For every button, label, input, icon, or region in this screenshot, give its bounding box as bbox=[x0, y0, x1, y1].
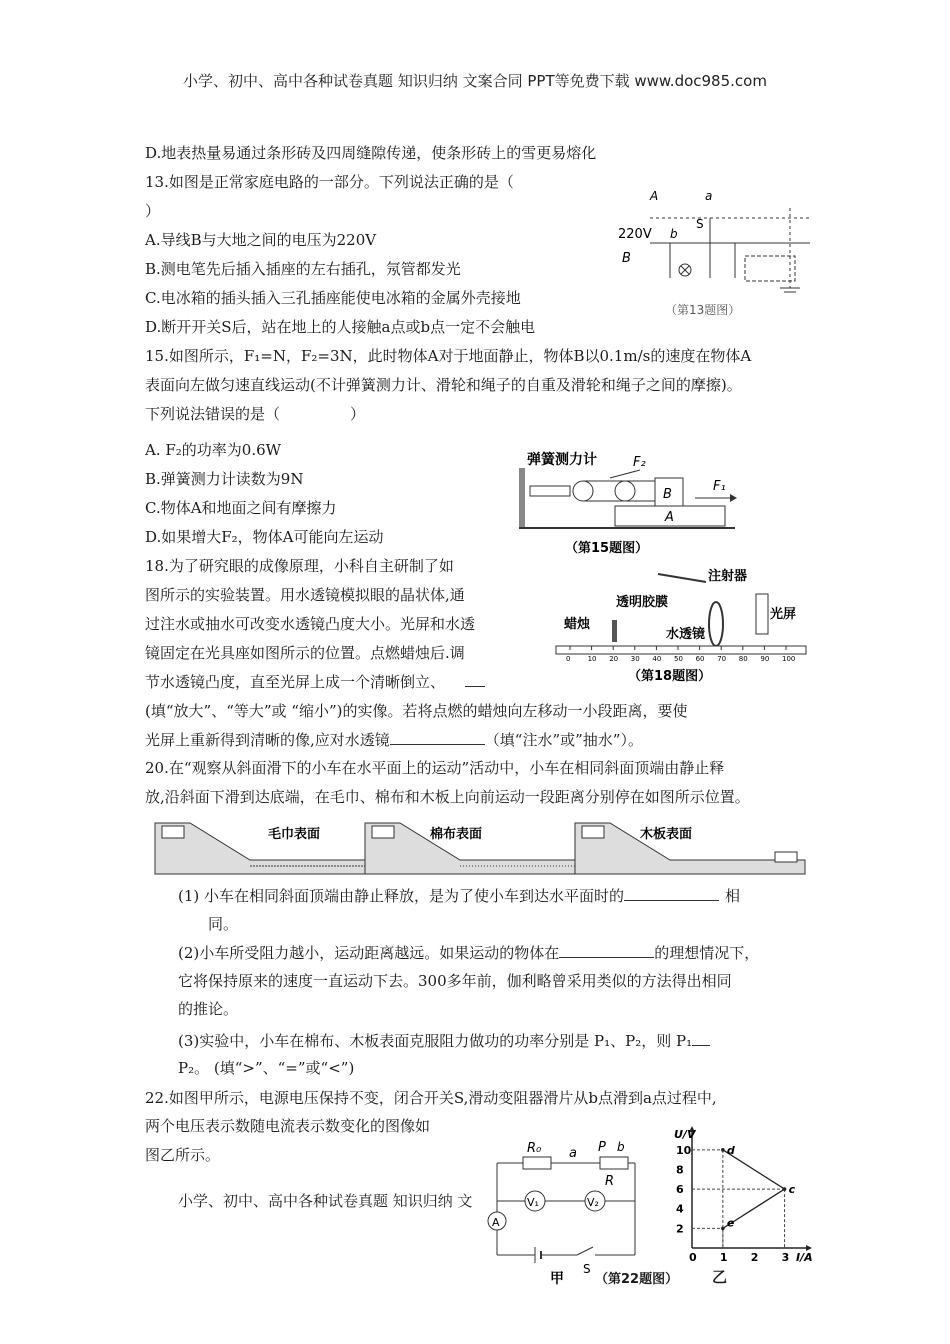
q20-blank-1[interactable] bbox=[624, 886, 719, 901]
q15-meter-label: 弹簧测力计 bbox=[527, 452, 597, 468]
q22-p-label: P bbox=[598, 1140, 606, 1155]
q18-line-2: 图所示的实验装置。用水透镜模拟眼的晶状体,通 bbox=[145, 586, 465, 604]
q22-r0-icon bbox=[523, 1157, 551, 1169]
q22-ammeter-label: A bbox=[492, 1216, 500, 1229]
q13-option-d: D.断开开关S后，站在地上的人接触a点或b点一定不会触电 bbox=[145, 318, 536, 336]
q13-label-a: a bbox=[705, 189, 713, 203]
q18-film-label: 透明胶膜 bbox=[616, 595, 669, 610]
q13-circuit-figure bbox=[610, 178, 820, 323]
q13-stem: 13.如图是正常家庭电路的一部分。下列说法正确的是（ bbox=[145, 173, 514, 191]
q20-blank-3[interactable] bbox=[692, 1031, 710, 1046]
q22-yi-label: 乙 bbox=[712, 1268, 728, 1286]
q13-label-A: A bbox=[650, 189, 659, 203]
q20-sub-2-end: 的理想情况下， bbox=[654, 944, 760, 962]
q13-label-b: b bbox=[670, 227, 678, 241]
q18-tick-label: 90 bbox=[760, 655, 770, 663]
q18-screen-label: 光屏 bbox=[770, 607, 797, 622]
q22-v2-label: V₂ bbox=[587, 1196, 599, 1209]
q15-stem-3 bbox=[145, 404, 365, 424]
q15-f2-label: F₂ bbox=[633, 455, 646, 470]
q18-caption: （第18题图） bbox=[628, 669, 712, 684]
y-tick-label: 10 bbox=[676, 1143, 692, 1157]
q20-sub-2-cont: 它将保持原来的速度一直运动下去。300多年前，伽利略曾采用类似的方法得出相同 bbox=[178, 972, 732, 990]
q22-caption: （第22题图） bbox=[595, 1272, 679, 1287]
q18-tick-label: 0 bbox=[566, 655, 571, 663]
q15-block-b-label: B bbox=[663, 487, 672, 502]
q13-caption: （第13题图） bbox=[665, 303, 741, 317]
q22-r0-label: R₀ bbox=[527, 1141, 542, 1156]
point-label-d: d bbox=[726, 1143, 735, 1157]
q13-stem-end: ） bbox=[145, 202, 161, 220]
q22-line-1: 22.如图甲所示，电源电压保持不变，闭合开关S,滑动变阻器滑片从b点滑到a点过程中, bbox=[145, 1089, 717, 1107]
q18-line-1: 18.为了研究眼的成像原理，小科自主研制了如 bbox=[145, 557, 454, 575]
q18-optical-bench bbox=[556, 646, 806, 654]
q18-tick-label: 50 bbox=[674, 655, 683, 663]
y-tick-label: 2 bbox=[676, 1222, 684, 1236]
q18-syringe-label: 注射器 bbox=[708, 569, 748, 584]
q22-b-label: b bbox=[617, 1140, 625, 1154]
q13-option-b: B.测电笔先后插入插座的左右插孔，氖管都发光 bbox=[145, 260, 461, 278]
q22-a-label: a bbox=[569, 1146, 577, 1161]
q20-label-wood: 木板表面 bbox=[640, 827, 693, 842]
q18-line-6: (填“放大”、“等大”或 “缩小”)的实像。若将点燃的蜡烛向左移动一小段距离，要使 bbox=[145, 702, 688, 720]
q13-option-a: A.导线B与大地之间的电压为220V bbox=[145, 231, 377, 249]
y-tick-label: 4 bbox=[676, 1202, 684, 1216]
q18-water-lens-icon bbox=[709, 602, 723, 646]
q15-option-a: A. F₂的功率为0.6W bbox=[145, 441, 282, 459]
q18-tick-label: 20 bbox=[609, 655, 619, 663]
q22-line-3: 图乙所示。 bbox=[145, 1146, 221, 1164]
point-c bbox=[783, 1187, 787, 1191]
page-footer: 小学、初中、高中各种试卷真题 知识归纳 文 bbox=[178, 1192, 473, 1210]
q18-line-4: 镜固定在光具座如图所示的位置。点燃蜡烛后.调 bbox=[145, 644, 465, 662]
q15-stem-1: 15.如图所示，F₁=N，F₂=3N，此时物体A对于地面静止，物体B以0.1m/s的速度在物体A bbox=[145, 347, 752, 365]
q22-line-2: 两个电压表示数随电流表示数变化的图像如 bbox=[145, 1117, 431, 1135]
x-tick-label: 2 bbox=[750, 1251, 759, 1264]
y-axis-label: U/V bbox=[674, 1128, 696, 1141]
q20-label-towel: 毛巾表面 bbox=[268, 827, 321, 842]
q22-jia-label: 甲 bbox=[550, 1271, 564, 1287]
q20-ramp-towel bbox=[155, 823, 400, 874]
q18-line-5-text: 节水透镜凸度，直至光屏上成一个清晰倒立、 bbox=[145, 673, 446, 691]
x-tick-label: 1 bbox=[719, 1251, 728, 1264]
q20-line-2: 放,沿斜面下滑到达底端，在毛巾、棉布和木板上向前运动一段距离分别停在如图所示位置。 bbox=[145, 788, 750, 806]
q20-sub-3 bbox=[178, 1031, 710, 1051]
q13-socket-icon bbox=[745, 256, 795, 281]
q15-option-b: B.弹簧测力计读数为9N bbox=[145, 470, 304, 488]
q18-syringe-icon bbox=[658, 574, 706, 582]
q20-sub-3-cont: P₂。 (填“>”、“=”或“<”) bbox=[178, 1059, 355, 1077]
q18-line-5 bbox=[145, 672, 485, 692]
q15-caption: （第15题图） bbox=[565, 541, 649, 556]
q13-label-s: S bbox=[696, 217, 704, 231]
q18-figure bbox=[548, 562, 813, 687]
q13-label-220v: 220V bbox=[618, 227, 652, 242]
q18-tick-label: 80 bbox=[738, 655, 748, 663]
q18-tick-label: 60 bbox=[695, 655, 705, 663]
q20-label-cotton: 棉布表面 bbox=[430, 827, 483, 842]
q18-line-3: 过注水或抽水可改变水透镜凸度大小。光屏和水透 bbox=[145, 615, 476, 633]
q15-stem-3-end: ） bbox=[350, 405, 366, 423]
q18-screen-icon bbox=[756, 594, 768, 634]
y-tick-label: 8 bbox=[676, 1163, 684, 1177]
q20-ramp-cotton bbox=[365, 823, 605, 874]
q20-line-1: 20.在“观察从斜面滑下的小车在水平面上的运动”活动中，小车在相同斜面顶端由静止释 bbox=[145, 759, 725, 777]
q15-stem-2: 表面向左做匀速直线运动(不计弹簧测力计、滑轮和绳子的自重及滑轮和绳子之间的摩擦)。 bbox=[145, 376, 742, 394]
q22-s-label: S bbox=[583, 1262, 591, 1276]
q20-sub-1-text: (1) 小车在相同斜面顶端由静止释放，是为了使小车到达水平面时的 bbox=[178, 887, 625, 905]
q22-chart bbox=[650, 1120, 813, 1265]
y-tick-label: 6 bbox=[676, 1183, 684, 1197]
q13-label-B: B bbox=[622, 251, 631, 266]
q20-blank-2[interactable] bbox=[559, 943, 654, 958]
q18-tick-label: 10 bbox=[587, 655, 597, 663]
q13-option-c: C.电冰箱的插头插入三孔插座能使电冰箱的金属外壳接地 bbox=[145, 289, 521, 307]
q18-blank-2[interactable] bbox=[390, 730, 485, 745]
q20-sub-1-end: 相 bbox=[725, 887, 741, 905]
q20-sub-2 bbox=[178, 943, 759, 963]
q18-lens-label: 水透镜 bbox=[666, 627, 706, 642]
q15-stem-3-text: 下列说法错误的是（ bbox=[145, 405, 281, 423]
q18-candle-label: 蜡烛 bbox=[564, 617, 591, 632]
q12-option-d: D.地表热量易通过条形砖及四周缝隙传递，使条形砖上的雪更易熔化 bbox=[145, 144, 597, 162]
q18-blank-1[interactable] bbox=[465, 672, 485, 687]
x-tick-label: 3 bbox=[781, 1251, 790, 1264]
q20-sub-3-text: (3)实验中，小车在棉布、木板表面克服阻力做功的功率分别是 P₁、P₂，则 P₁ bbox=[178, 1032, 693, 1050]
q18-tick-label: 100 bbox=[782, 655, 796, 663]
q15-f1-label: F₁ bbox=[713, 479, 726, 494]
q18-line-7b: （填“注水”或”抽水”）。 bbox=[484, 731, 643, 749]
q20-figure bbox=[150, 818, 810, 880]
q15-option-c: C.物体A和地面之间有摩擦力 bbox=[145, 499, 337, 517]
q15-option-d: D.如果增大F₂，物体A可能向左运动 bbox=[145, 528, 384, 546]
q15-figure bbox=[515, 448, 740, 560]
point-d bbox=[721, 1148, 725, 1152]
point-e bbox=[721, 1227, 725, 1231]
q22-r-label: R bbox=[605, 1174, 615, 1189]
q18-tick-label: 70 bbox=[717, 655, 727, 663]
point-label-c: c bbox=[788, 1183, 796, 1197]
q18-candle-icon bbox=[612, 620, 617, 642]
x-axis-label: I/A bbox=[796, 1251, 813, 1264]
q22-circuit-figure bbox=[485, 1135, 645, 1285]
q22-v1-label: V₁ bbox=[527, 1196, 539, 1209]
q18-tick-label: 30 bbox=[630, 655, 640, 663]
q15-pulley-icon bbox=[573, 481, 593, 501]
q18-line-7a: 光屏上重新得到清晰的像,应对水透镜 bbox=[145, 731, 390, 749]
q20-ramp-wood bbox=[575, 823, 805, 874]
q18-line-7 bbox=[145, 730, 643, 750]
q15-wall bbox=[519, 468, 525, 528]
q20-sub-2-cont-2: 的推论。 bbox=[178, 1000, 239, 1018]
q22-switch-icon bbox=[577, 1247, 593, 1255]
q15-spring-meter-icon bbox=[530, 486, 570, 496]
q18-tick-label: 40 bbox=[652, 655, 662, 663]
page-header: 小学、初中、高中各种试卷真题 知识归纳 文案合同 PPT等免费下载 www.doc985.com bbox=[183, 72, 767, 90]
q20-sub-1-cont: 同。 bbox=[208, 915, 239, 933]
q20-sub-1 bbox=[178, 886, 740, 906]
q15-block-a-label: A bbox=[665, 510, 674, 525]
point-label-e: e bbox=[726, 1216, 735, 1230]
x-tick-label: 0 bbox=[689, 1251, 697, 1264]
q22-rheostat-icon bbox=[600, 1157, 628, 1169]
q20-sub-2-text: (2)小车所受阻力越小，运动距离越远。如果运动的物体在 bbox=[178, 944, 560, 962]
